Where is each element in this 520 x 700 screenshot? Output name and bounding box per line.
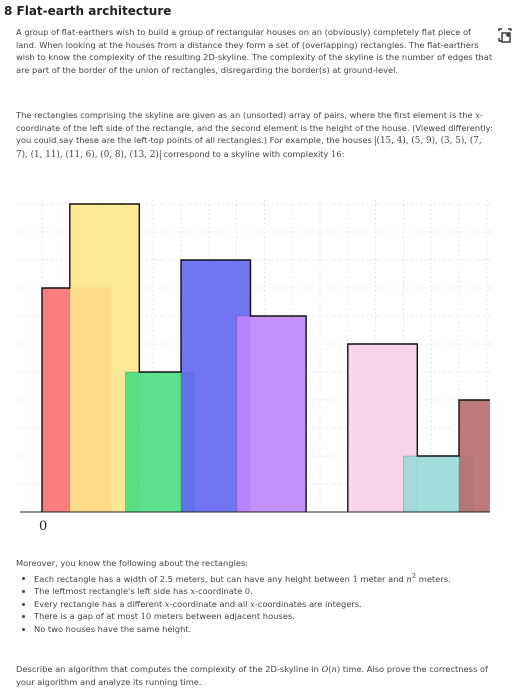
- input-description-paragraph: The rectangles comprising the skyline are given as an (unsorted) array of pairs, where the first element is the x-coordinate of the left side of the rectangle, and the second element is the height of the house. (Viewed differently: you could say these are the left-top points of all rectangles.) For example, the houses (15, 4), (5, 9), (3, 5), (7, 7), (1, 11), (11, 6), (0, 8), (13, 2) correspond to a skyline with complexity 16:: [16, 110, 493, 160]
- copy-icon[interactable]: [497, 28, 513, 44]
- house-rect: [459, 400, 490, 512]
- constraints-section: [16, 557, 494, 635]
- constraints-intro: Moreover, you know the following about the rectangles:: [16, 558, 249, 568]
- task-paragraph: Describe an algorithm that computes the complexity of the 2D-skyline in O(n) time. Also prove the correctness of your algorithm and analyze its running time.: [16, 664, 488, 687]
- constraints-list: [16, 570, 494, 636]
- house-rect: [237, 316, 307, 512]
- houses-example: (15, 4), (5, 9), (3, 5), (7, 7), (1, 11), (11, 6), (0, 8), (13, 2): [16, 136, 482, 160]
- origin-label: 0: [39, 519, 48, 534]
- list-item: • Every rectangle has a different x-coordinate and all x-coordinates are integers.: [34, 598, 494, 611]
- list-item: • There is a gap of at most 10 meters between adjacent houses.: [34, 610, 494, 623]
- skyline-figure: [20, 192, 490, 542]
- problem-title: 8 Flat-earth architecture: [4, 4, 172, 18]
- list-item: • Each rectangle has a width of 2.5 meters, but can have any height between 1 meter and $n^2$ meters.: [34, 570, 494, 585]
- complexity-value: 16: [331, 148, 342, 159]
- list-item: • The leftmost rectangle's left side has x-coordinate 0.: [34, 585, 494, 598]
- intro-paragraph: A group of flat-earthers wish to build a group of rectangular houses on an (obviously) completely flat piece of land. When looking at the houses from a distance they form a set of (overlapping) rectangles. The flat-earthers wish to know the complexity of the resulting 2D-skyline. The complexity of the skyline is the number of edges that are part of the border of the union of rectangles, disregarding the border(s) at ground-level.: [16, 27, 493, 75]
- list-item: • No two houses have the same height.: [34, 623, 494, 636]
